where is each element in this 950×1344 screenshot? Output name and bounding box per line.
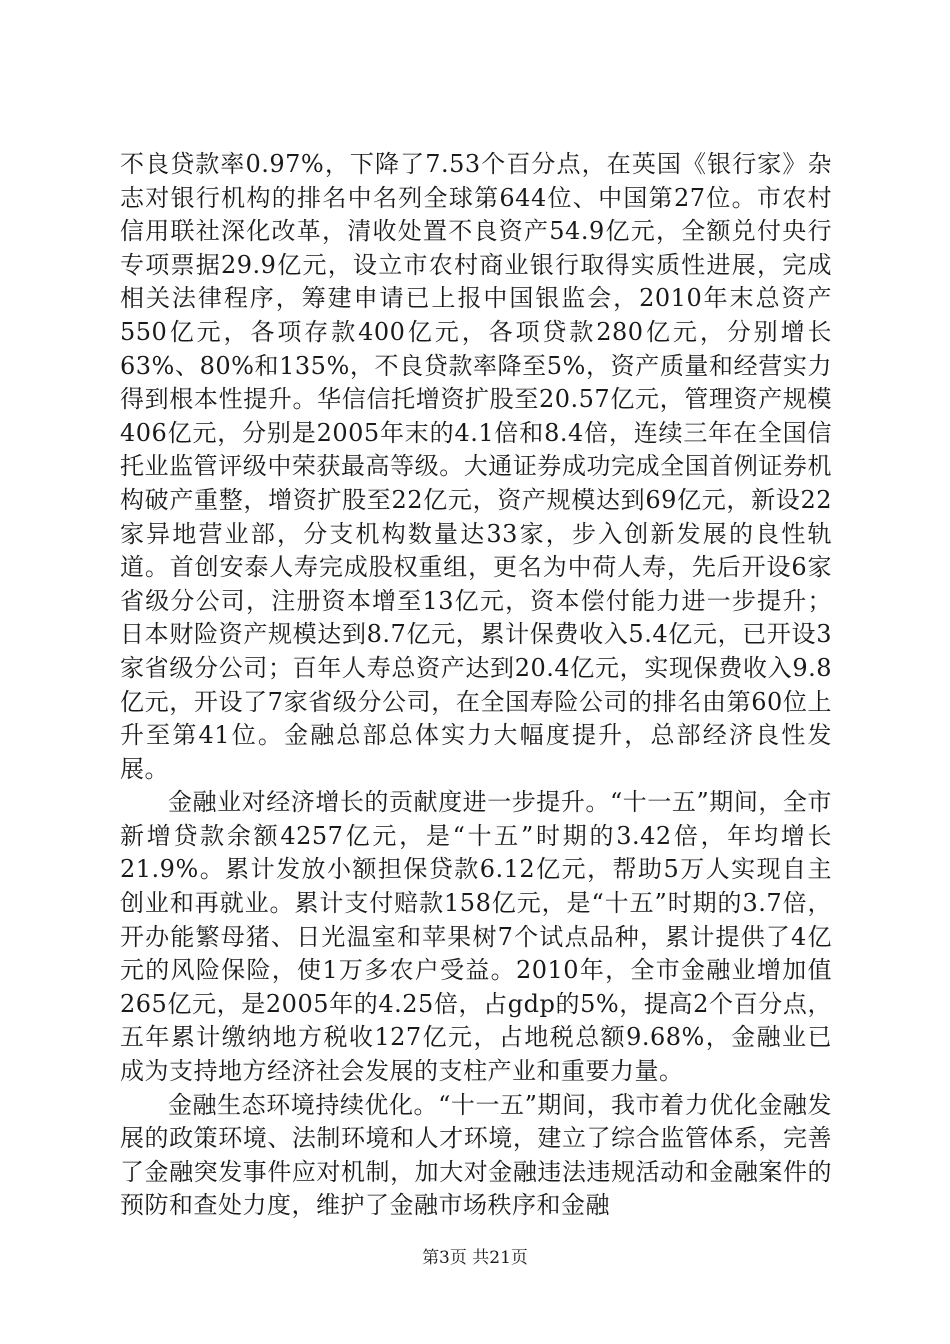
page-number-footer: 第3页 共21页 — [422, 1248, 528, 1268]
document-body — [120, 148, 832, 1223]
paragraph-2: 金融业对经济增长的贡献度进一步提升。“十一五”期间，全市新增贷款余额4257亿元，是“十五”时期的3.42倍，年均增长21.9%。累计发放小额担保贷款6.12亿元，帮助5万人实现自主创业和再就业。累计支付赔款158亿元，是“十五”时期的3.7倍，开办能繁母猪、日光温室和苹果树7个试点品种，累计提供了4亿元的风险保险，使1万多农户受益。2010年，全市金融业增加值265亿元，是2005年的4.25倍，占gdp的5%，提高2个百分点，五年累计缴纳地方税收127亿元，占地税总额9.68%，金融业已成为支持地方经济社会发展的支柱产业和重要力量。 — [120, 788, 832, 1086]
paragraph-1: 不良贷款率0.97%，下降了7.53个百分点，在英国《银行家》杂志对银行机构的排名中名列全球第644位、中国第27位。市农村信用联社深化改革，清收处置不良资产54.9亿元，全额兑付央行专项票据29.9亿元，设立市农村商业银行取得实质性进展，完成相关法律程序，筹建申请已上报中国银监会，2010年末总资产550亿元，各项存款400亿元，各项贷款280亿元，分别增长63%、80%和135%，不良贷款率降至5%，资产质量和经营实力得到根本性提升。华信信托增资扩股至20.57亿元，管理资产规模406亿元，分别是2005年末的4.1倍和8.4倍，连续三年在全国信托业监管评级中荣获最高等级。大通证券成功完成全国首例证券机构破产重整，增资扩股至22亿元，资产规模达到69亿元，新设22家异地营业部，分支机构数量达33家，步入创新发展的良性轨道。首创安泰人寿完成股权重组，更名为中荷人寿，先后开设6家省级分公司，注册资本增至13亿元，资本偿付能力进一步提升；日本财险资产规模达到8.7亿元，累计保费收入5.4亿元，已开设3家省级分公司；百年人寿总资产达到20.4亿元，实现保费收入9.8亿元，开设了7家省级分公司，在全国寿险公司的排名由第60位上升至第41位。金融总部总体实力大幅度提升，总部经济良性发展。 — [120, 150, 832, 783]
paragraph-3: 金融生态环境持续优化。“十一五”期间，我市着力优化金融发展的政策环境、法制环境和人才环境，建立了综合监管体系，完善了金融突发事件应对机制，加大对金融违法违规活动和金融案件的预防和查处力度，维护了金融市场秩序和金融 — [120, 1090, 832, 1220]
